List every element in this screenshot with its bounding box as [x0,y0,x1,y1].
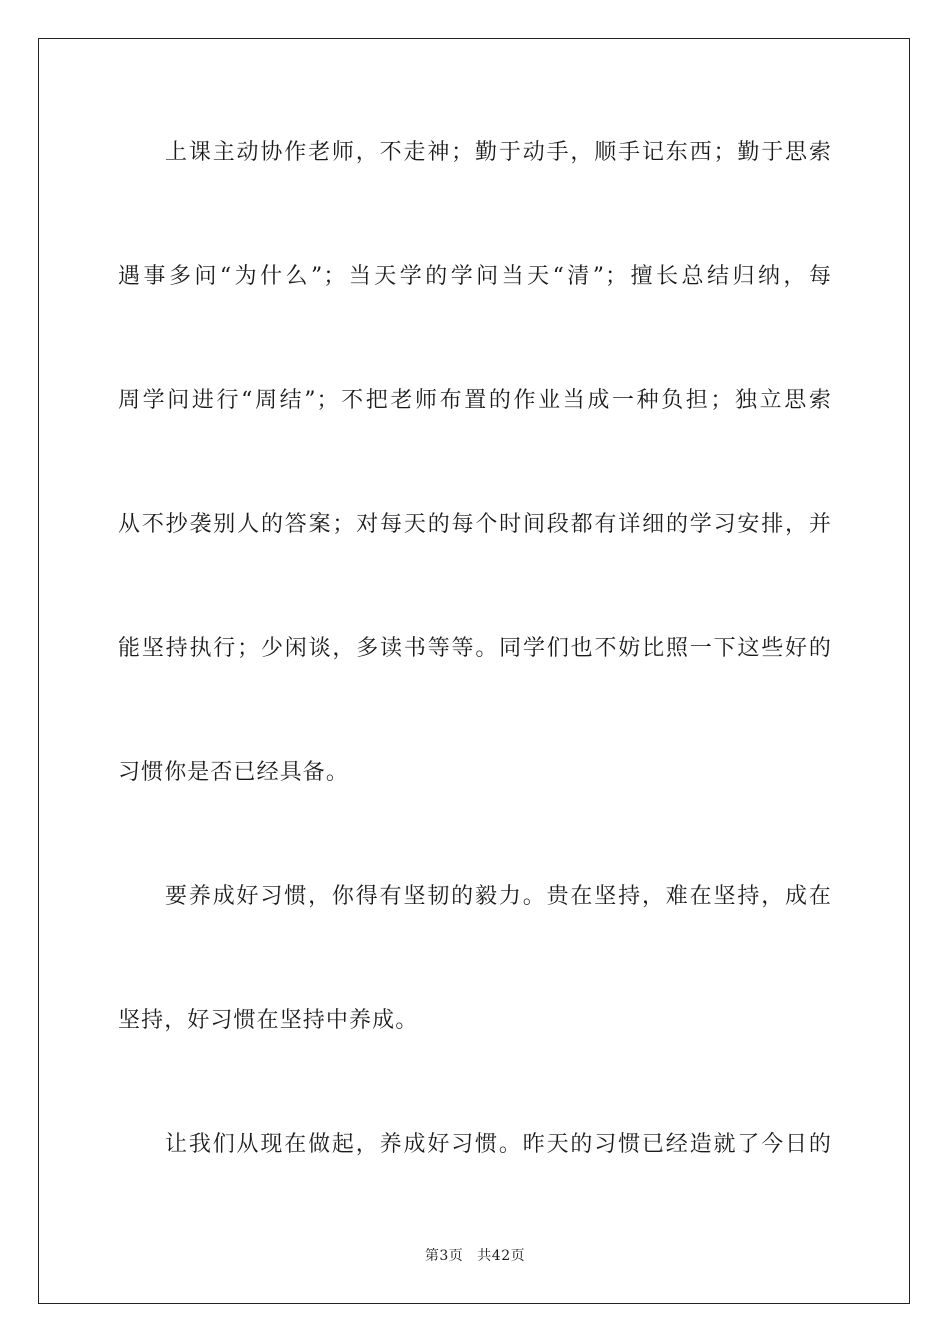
page-footer [0,1247,950,1265]
paragraph-line: 让我们从现在做起，养成好习惯。昨天的习惯已经造就了今日的 [165,1132,832,1157]
page-number: 第3页 [424,1248,464,1264]
paragraph-line: 坚持，好习惯在坚持中养成。 [118,1008,419,1033]
paragraph-line: 周学问进行“周结”；不把老师布置的作业当成一种负担；独立思索 [118,388,832,413]
page-total: 共42页 [477,1248,526,1264]
paragraph-line: 从不抄袭别人的答案；对每天的每个时间段都有详细的学习安排，并 [118,512,832,537]
page-border [38,38,910,1304]
paragraph-line: 遇事多问“为什么”；当天学的学问当天“清”；擅长总结归纳，每 [118,264,832,289]
paragraph-line: 习惯你是否已经具备。 [118,760,350,785]
paragraph-line: 上课主动协作老师，不走神；勤于动手，顺手记东西；勤于思索 [165,140,832,165]
paragraph-line: 要养成好习惯，你得有坚韧的毅力。贵在坚持，难在坚持，成在 [165,884,832,909]
paragraph-line: 能坚持执行；少闲谈，多读书等等。同学们也不妨比照一下这些好的 [118,636,832,661]
